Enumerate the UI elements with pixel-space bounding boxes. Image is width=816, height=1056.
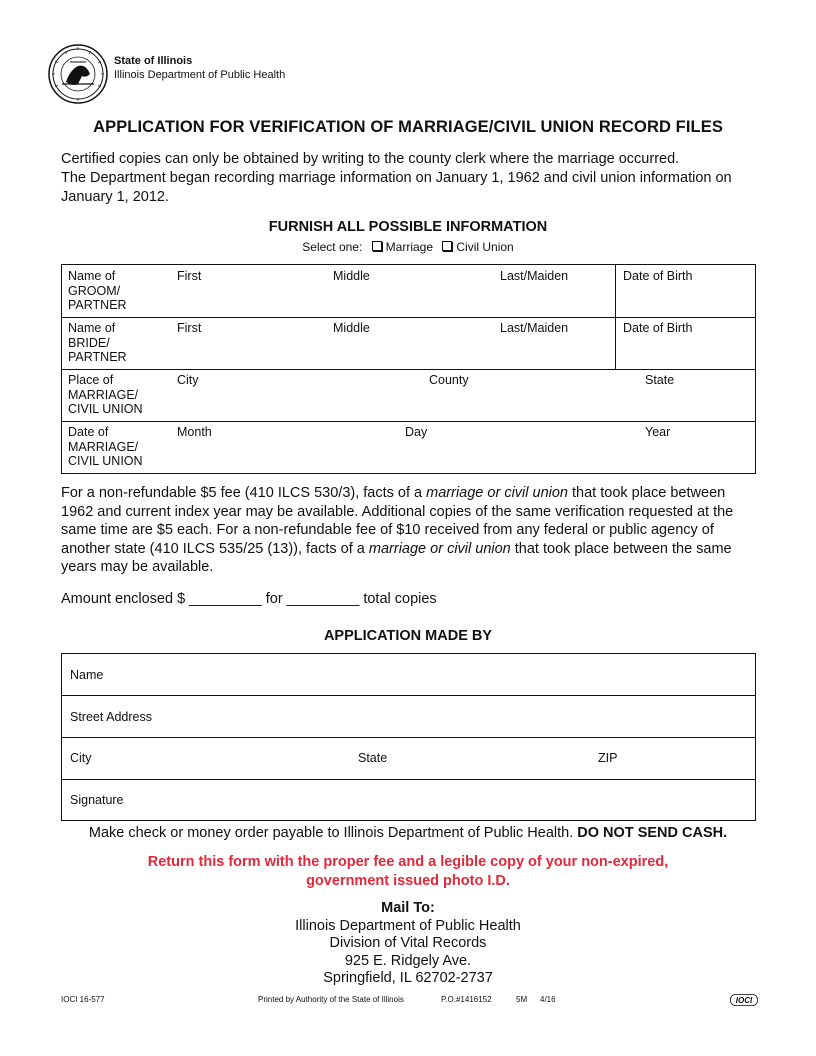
groom-last-field[interactable]: Last/Maiden — [500, 269, 569, 283]
applicant-state-field[interactable]: State — [358, 751, 388, 765]
bride-label: Name of BRIDE/ PARTNER — [68, 321, 127, 364]
date-day-field[interactable]: Day — [405, 425, 428, 439]
marriage-checkbox[interactable] — [372, 241, 382, 251]
fee-paragraph — [61, 484, 761, 577]
printer-logo-icon — [730, 994, 758, 1006]
place-label: Place of MARRIAGE/ CIVIL UNION — [68, 373, 143, 416]
date-label: Date of MARRIAGE/ CIVIL UNION — [68, 425, 143, 468]
grid-divider — [615, 265, 616, 369]
applicant-city-field[interactable]: City — [70, 751, 92, 765]
grid-divider — [62, 421, 755, 422]
table-divider — [62, 695, 755, 696]
mail-to-line-1: Illinois Department of Public Health — [295, 917, 521, 934]
fee-text-1: For a non-refundable $5 fee (410 ILCS 530/3), facts of a — [61, 485, 427, 501]
intro-line-2: The Department began recording marriage information on January 1, 1962 and civil union information on January 1, 2012. — [61, 170, 732, 205]
intro-text — [61, 150, 761, 207]
furnish-heading: FURNISH ALL POSSIBLE INFORMATION — [268, 219, 548, 235]
bride-middle-field[interactable]: Middle — [333, 321, 370, 335]
applicant-zip-field[interactable]: ZIP — [598, 751, 618, 765]
fee-emphasis-2: marriage or civil union — [368, 540, 511, 557]
groom-first-field[interactable]: First — [177, 269, 202, 283]
state-name: State of Illinois — [114, 55, 193, 67]
mail-to-line-3: 925 E. Ridgely Ave. — [344, 952, 472, 969]
return-notice-line-2: government issued photo I.D. — [306, 873, 510, 889]
marriage-option-label: Marriage — [385, 240, 434, 254]
groom-middle-field[interactable]: Middle — [333, 269, 370, 283]
applicant-signature-field[interactable]: Signature — [70, 793, 124, 807]
civil-union-option-label: Civil Union — [456, 240, 514, 254]
fee-text-3: that took place between the same years may be available. — [61, 540, 732, 575]
amount-enclosed-line[interactable]: Amount enclosed $ _________ for _________ total copies — [61, 591, 437, 607]
payment-instructions — [0, 825, 816, 841]
department-name: Illinois Department of Public Health — [114, 69, 286, 81]
mail-to-line-2: Division of Vital Records — [329, 935, 487, 951]
return-notice — [0, 853, 816, 891]
record-info-grid — [61, 264, 756, 474]
intro-line-1: Certified copies can only be obtained by writing to the county clerk where the marriage occurred. — [61, 151, 680, 167]
groom-label: Name of GROOM/ PARTNER — [68, 269, 127, 312]
footer-po-number: P.O.#1416152 — [441, 995, 492, 1004]
bride-last-field[interactable]: Last/Maiden — [500, 321, 569, 335]
groom-dob-field[interactable]: Date of Birth — [623, 269, 693, 283]
mail-to-line-4: Springfield, IL 62702-2737 — [323, 970, 493, 986]
svg-text:IOCI: IOCI — [735, 996, 753, 1005]
applicant-info-table — [61, 653, 756, 821]
payable-text: Make check or money order payable to Illinois Department of Public Health. — [88, 825, 578, 841]
bride-dob-field[interactable]: Date of Birth — [623, 321, 693, 335]
application-made-by-heading: APPLICATION MADE BY — [323, 628, 493, 644]
state-seal-icon — [48, 44, 108, 104]
select-label: Select one: — [302, 240, 363, 254]
grid-divider — [62, 369, 755, 370]
bride-first-field[interactable]: First — [177, 321, 202, 335]
agency-header — [114, 54, 285, 82]
table-divider — [62, 779, 755, 780]
form-title: APPLICATION FOR VERIFICATION OF MARRIAGE/CIVIL UNION RECORD FILES — [93, 118, 723, 136]
no-cash-warning: DO NOT SEND CASH. — [577, 825, 728, 841]
footer-printed-by: Printed by Authority of the State of Illinois — [258, 995, 404, 1004]
footer-form-number: IOCI 16-577 — [61, 995, 105, 1004]
grid-divider — [62, 317, 755, 318]
footer-quantity: 5M — [516, 995, 528, 1004]
civil-union-checkbox[interactable] — [442, 241, 452, 251]
return-notice-line-1: Return this form with the proper fee and a legible copy of your non-expired, — [147, 854, 669, 870]
place-state-field[interactable]: State — [645, 373, 675, 387]
fee-emphasis-1: marriage or civil union — [426, 485, 568, 501]
mailing-address — [0, 900, 816, 988]
applicant-name-field[interactable]: Name — [70, 668, 104, 682]
record-type-selector — [0, 240, 816, 254]
place-county-field[interactable]: County — [429, 373, 469, 387]
mail-to-heading: Mail To: — [381, 900, 435, 916]
date-year-field[interactable]: Year — [645, 425, 671, 439]
fee-text-2: that took place between 1962 and current index year may be available. Additional copies of the same verification requested at the same time are $5 each. For a non-refundable fee of $10 received from any federal or public agency of another state (410 ILCS 535/25 (13)), facts of a — [61, 485, 734, 557]
applicant-street-field[interactable]: Street Address — [70, 710, 152, 724]
table-divider — [62, 737, 755, 738]
footer-date: 4/16 — [540, 995, 556, 1004]
date-month-field[interactable]: Month — [177, 425, 212, 439]
place-city-field[interactable]: City — [177, 373, 199, 387]
